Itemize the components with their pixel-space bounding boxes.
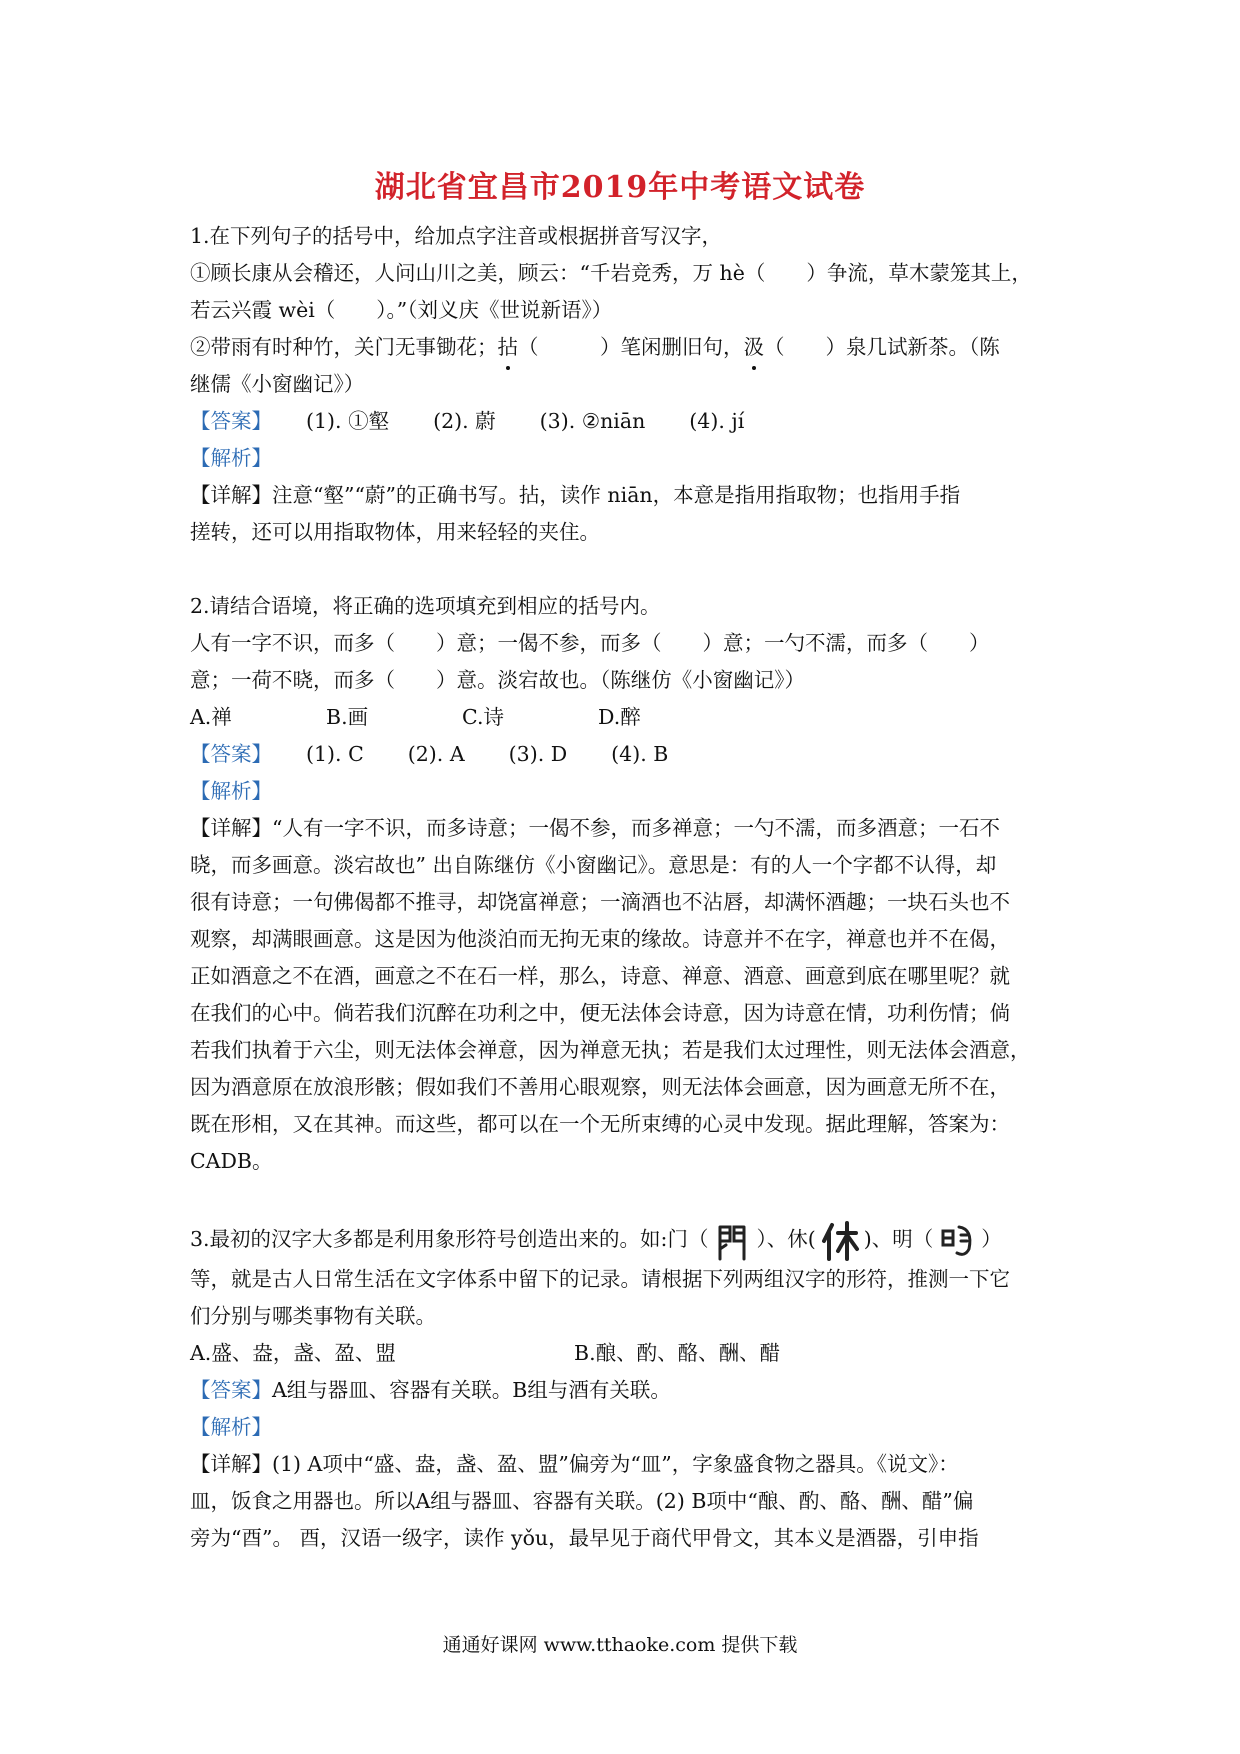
page-title: 湖北省宜昌市2019年中考语文试卷 [374, 170, 866, 205]
q2-detail-line: 因为酒意原在放浪形骸；假如我们不善用心眼观察，则无法体会画意，因为画意无所不在， [190, 1075, 1010, 1099]
q1-s2-text-a: ②带雨有时种竹，关门无事锄花； [190, 335, 498, 359]
q2-detail-line: 既在形相，又在其神。而这些，都可以在一个无所束缚的心灵中发现。据此理解，答案为： [190, 1112, 1010, 1136]
q3-stem [190, 1217, 1054, 1261]
q1-s2-text-c: （ ）泉几试新茶。（陈 [764, 335, 1000, 359]
q3-stem-c: )、明（ [863, 1227, 934, 1251]
q3-option-b: B.酿、酌、酪、酬、醋 [574, 1341, 781, 1365]
q2-answer-1: (1). C [306, 742, 364, 766]
q1-sentence1-line1: ①顾长康从会稽还，人问山川之美，顾云：“千岩竞秀，万 hè（ ）争流，草木蒙笼其上， [190, 261, 1032, 285]
q2-answer-4: (4). B [611, 742, 669, 766]
q2-options [190, 699, 1054, 736]
q1-detail-line2: 搓转，还可以用指取物体，用来轻轻的夹住。 [190, 520, 600, 544]
analysis-tag: 【解析】 [190, 1415, 272, 1439]
q1-sentence2-line2: 继儒《小窗幽记》） [190, 372, 365, 396]
q3-stem-b: ）、休( [756, 1227, 816, 1251]
q3-stem-line3: 们分别与哪类事物有关联。 [190, 1304, 436, 1328]
answer-tag: 【答案】 [190, 742, 272, 766]
q3-answer-row [190, 1372, 1054, 1409]
q3-stem-d: ） [981, 1227, 1002, 1251]
q1-answer-3: (3). ②niān [539, 409, 646, 433]
q1-s2-text-b: （ ）笔闲删旧句， [518, 335, 744, 359]
q2-detail-line: 晓，而多画意。淡宕故也” 出自陈继仿《小窗幽记》。意思是：有的人一个字都不认得，却 [190, 853, 997, 877]
q2-detail-line: 正如酒意之不在酒，画意之不在石一样，那么，诗意、禅意、酒意、画意到底在哪里呢？就 [190, 964, 1010, 988]
q1-detail-line1: 【详解】注意“壑”“蔚”的正确书写。拈，读作 niān，本意是指用指取物；也指用手指 [190, 483, 961, 507]
q3-stem-line2: 等，就是古人日常生活在文字体系中留下的记录。请根据下列两组汉字的形符，推测一下它 [190, 1267, 1010, 1291]
q2-option-d: D.醉 [598, 705, 641, 729]
q2-detail-line: 观察，却满眼画意。这是因为他淡泊而无拘无束的缘故。诗意并不在字，禅意也并不在偈， [190, 927, 1010, 951]
q2-option-b: B.画 [326, 705, 369, 729]
q2-text-line2: 意；一荷不晓，而多（ ）意。淡宕故也。（陈继仿《小窗幽记》） [190, 668, 805, 692]
q1-dotted-char-2: 汲 [744, 329, 765, 366]
page-footer: 通通好课网 www.tthaoke.com 提供下载 [442, 1634, 798, 1656]
q1-answer-1: (1). ①壑 [306, 409, 390, 433]
ancient-men-glyph-icon [712, 1219, 752, 1263]
ancient-ming-glyph-icon [937, 1219, 977, 1263]
q1-answer-row [190, 403, 1054, 440]
q2-detail-line: 很有诗意；一句佛偈都不推寻，却饶富禅意；一滴酒也不沾唇，却满怀酒趣；一块石头也不 [190, 890, 1010, 914]
q2-answer-row [190, 736, 1054, 773]
q3-options [190, 1335, 1054, 1372]
q1-dotted-char-1: 拈 [498, 329, 519, 366]
q1-answer-4: (4). jí [689, 409, 745, 433]
q1-answer-2: (2). 蔚 [433, 409, 496, 433]
q3-detail-line: 【详解】(1) A项中“盛、盎，盏、盈、盟”偏旁为“皿”，字象盛食物之器具。《说文》： [190, 1452, 959, 1476]
ancient-xiu-glyph-icon [820, 1219, 860, 1263]
analysis-tag: 【解析】 [190, 779, 272, 803]
q2-option-a: A.禅 [190, 705, 232, 729]
q3-detail-line: 旁为“酉”。 酉，汉语一级字，读作 yǒu，最早见于商代甲骨文，其本义是酒器，引申指 [190, 1526, 979, 1550]
q1-stem: 1.在下列句子的括号中，给加点字注音或根据拼音写汉字， [190, 224, 723, 248]
q2-detail-line: 在我们的心中。倘若我们沉醉在功利之中，便无法体会诗意，因为诗意在情，功利伤情；倘 [190, 1001, 1010, 1025]
q2-detail-line: 【详解】“人有一字不识，而多诗意；一偈不参，而多禅意；一勺不濡，而多酒意；一石不 [190, 816, 1000, 840]
q1-sentence1-line2: 若云兴霞 wèi（ ）。”（刘义庆《世说新语》） [190, 298, 613, 322]
q2-text-line1: 人有一字不识，而多（ ）意；一偈不参，而多（ ）意；一勺不濡，而多（ ） [190, 631, 990, 655]
q3-stem-a: 3.最初的汉字大多都是利用象形符号创造出来的。如:门（ [190, 1227, 709, 1251]
q2-option-c: C.诗 [462, 705, 504, 729]
content-body [190, 218, 1054, 1557]
q2-answer-3: (3). D [508, 742, 568, 766]
q3-detail-line: 皿，饭食之用器也。所以A组与器皿、容器有关联。(2) B项中“酿、酌、酪、酬、醋”偏 [190, 1489, 974, 1513]
q3-answer: A组与器皿、容器有关联。B组与酒有关联。 [272, 1378, 671, 1402]
answer-tag: 【答案】 [190, 409, 272, 433]
q2-detail-line: CADB。 [190, 1149, 273, 1173]
q2-detail-line: 若我们执着于六尘，则无法体会禅意，因为禅意无执；若是我们太过理性，则无法体会酒意， [190, 1038, 1031, 1062]
analysis-tag: 【解析】 [190, 446, 272, 470]
q1-sentence2-line1 [190, 329, 1054, 366]
q2-answer-2: (2). A [407, 742, 465, 766]
q2-stem: 2.请结合语境，将正确的选项填充到相应的括号内。 [190, 594, 661, 618]
answer-tag: 【答案】 [190, 1378, 272, 1402]
q3-option-a: A.盛、盎，盏、盈、盟 [190, 1341, 396, 1365]
